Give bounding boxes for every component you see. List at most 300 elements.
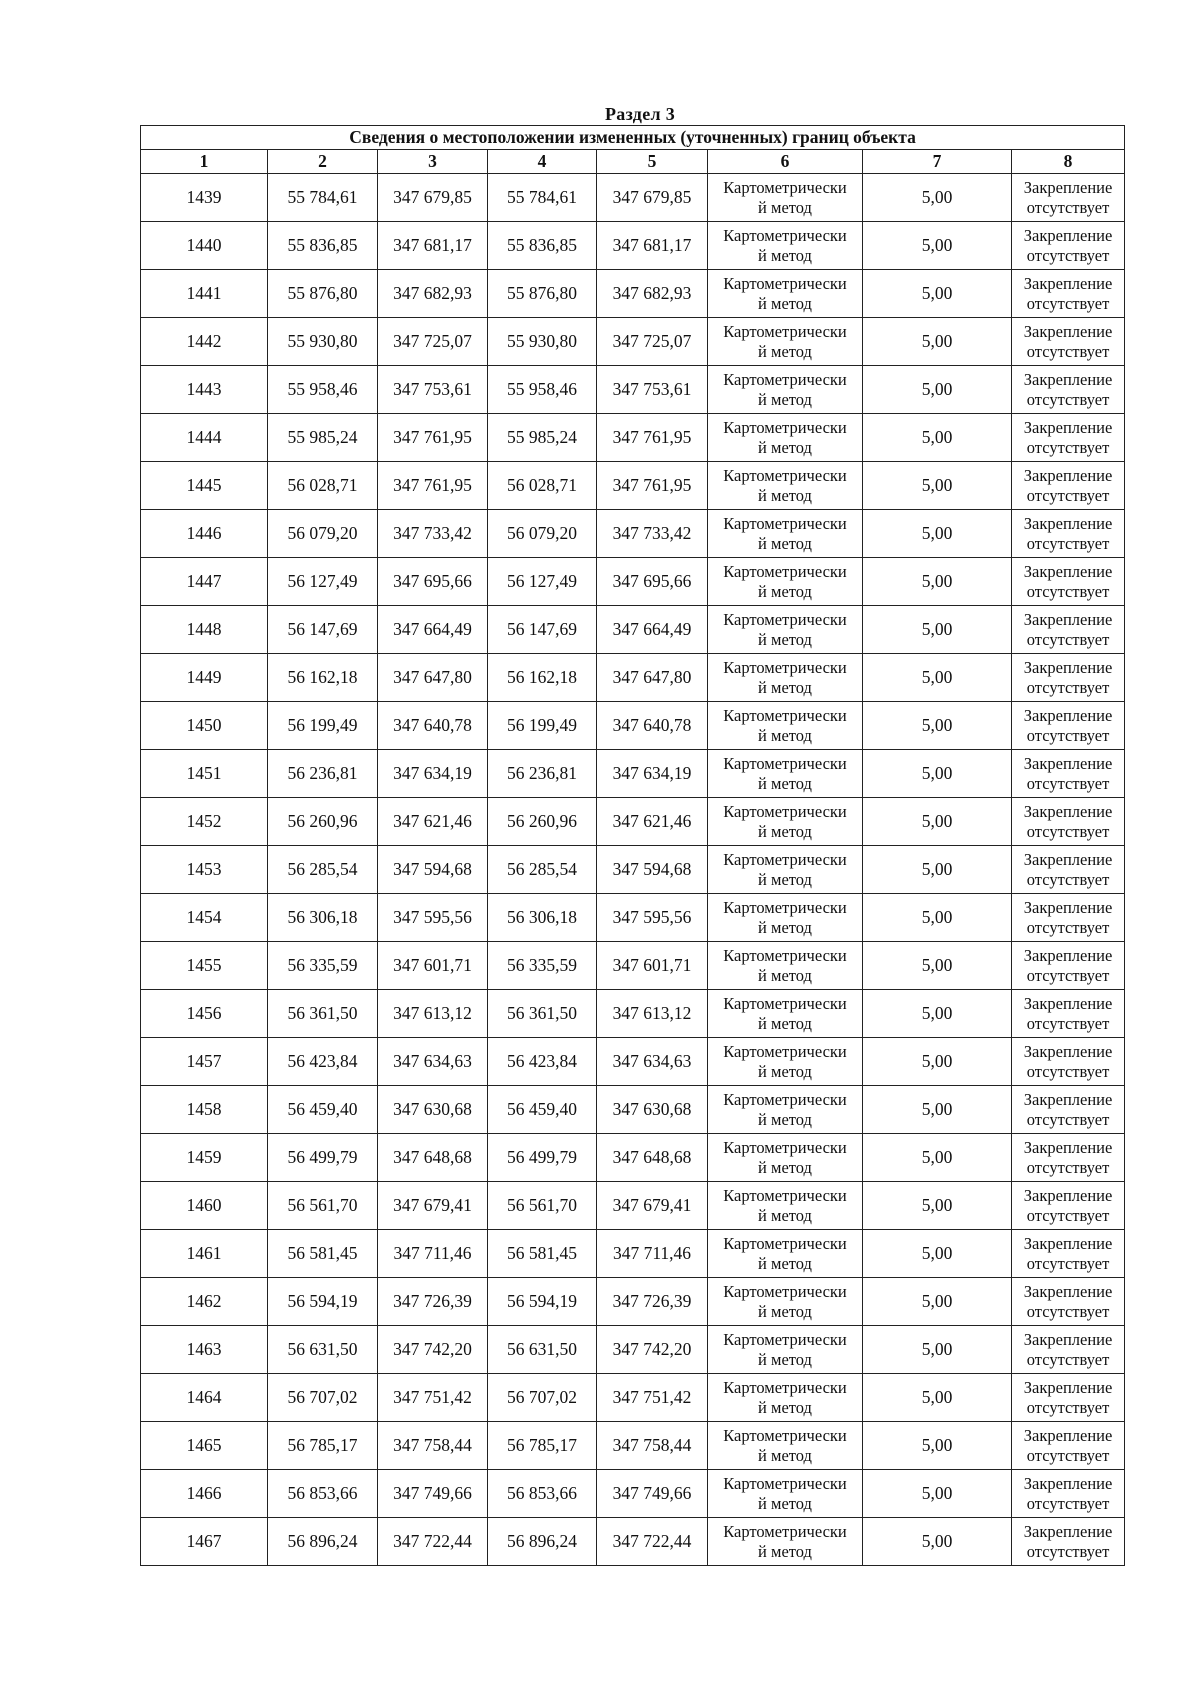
fixation-cell [1012,1182,1125,1230]
fixation-cell [1012,558,1125,606]
x-refined-cell: 56 147,69 [488,606,597,654]
fixation-cell [1012,702,1125,750]
x-existing-cell: 56 361,50 [268,990,378,1038]
point-number-cell: 1467 [141,1518,268,1566]
fixation-text-line: отсутствует [1026,293,1110,313]
y-existing-cell: 347 621,46 [378,798,488,846]
method-text-line: Картометрически [723,417,847,437]
x-refined-cell: 56 785,17 [488,1422,597,1470]
fixation-text-line: Закрепление [1023,753,1113,773]
method-text-line: й метод [758,1109,812,1129]
x-refined-cell: 55 930,80 [488,318,597,366]
method-cell [708,1374,863,1422]
x-refined-cell: 55 836,85 [488,222,597,270]
method-text-line: Картометрически [723,369,847,389]
table-row [141,174,1125,222]
x-existing-cell: 56 147,69 [268,606,378,654]
x-refined-cell: 56 306,18 [488,894,597,942]
method-text-line: Картометрически [723,705,847,725]
method-cell [708,750,863,798]
fixation-cell [1012,366,1125,414]
fixation-text-line: Закрепление [1023,369,1113,389]
y-existing-cell: 347 742,20 [378,1326,488,1374]
method-text-line: й метод [758,965,812,985]
point-number-cell: 1448 [141,606,268,654]
y-existing-cell: 347 682,93 [378,270,488,318]
point-number-cell: 1461 [141,1230,268,1278]
point-number-cell: 1460 [141,1182,268,1230]
fixation-text-line: отсутствует [1026,1445,1110,1465]
fixation-text-line: Закрепление [1023,897,1113,917]
accuracy-cell: 5,00 [863,606,1012,654]
accuracy-cell: 5,00 [863,1038,1012,1086]
fixation-cell [1012,606,1125,654]
method-text-line: й метод [758,1301,812,1321]
table-row [141,1326,1125,1374]
method-cell [708,654,863,702]
fixation-text-line: отсутствует [1026,869,1110,889]
column-number: 3 [378,150,488,174]
method-cell [708,510,863,558]
method-text-line: й метод [758,1205,812,1225]
x-existing-cell: 56 581,45 [268,1230,378,1278]
fixation-text-line: отсутствует [1026,725,1110,745]
fixation-text-line: Закрепление [1023,1473,1113,1493]
table-row [141,222,1125,270]
method-text-line: й метод [758,821,812,841]
fixation-text-line: Закрепление [1023,1521,1113,1541]
fixation-text-line: отсутствует [1026,533,1110,553]
accuracy-cell: 5,00 [863,1086,1012,1134]
fixation-text-line: Закрепление [1023,1425,1113,1445]
y-existing-cell: 347 695,66 [378,558,488,606]
accuracy-cell: 5,00 [863,990,1012,1038]
x-existing-cell: 56 199,49 [268,702,378,750]
y-existing-cell: 347 711,46 [378,1230,488,1278]
point-number-cell: 1440 [141,222,268,270]
fixation-cell [1012,174,1125,222]
fixation-cell [1012,654,1125,702]
method-text-line: й метод [758,677,812,697]
accuracy-cell: 5,00 [863,894,1012,942]
point-number-cell: 1459 [141,1134,268,1182]
x-existing-cell: 56 423,84 [268,1038,378,1086]
fixation-cell [1012,942,1125,990]
x-refined-cell: 56 707,02 [488,1374,597,1422]
x-refined-cell: 56 162,18 [488,654,597,702]
y-refined-cell: 347 601,71 [597,942,708,990]
x-refined-cell: 56 896,24 [488,1518,597,1566]
x-refined-cell: 55 985,24 [488,414,597,462]
point-number-cell: 1442 [141,318,268,366]
method-text-line: й метод [758,293,812,313]
fixation-text-line: отсутствует [1026,1349,1110,1369]
method-cell [708,1422,863,1470]
x-refined-cell: 55 958,46 [488,366,597,414]
column-number: 4 [488,150,597,174]
y-existing-cell: 347 679,85 [378,174,488,222]
method-text-line: Картометрически [723,657,847,677]
y-refined-cell: 347 742,20 [597,1326,708,1374]
y-refined-cell: 347 640,78 [597,702,708,750]
table-row [141,942,1125,990]
fixation-text-line: Закрепление [1023,801,1113,821]
fixation-text-line: отсутствует [1026,1301,1110,1321]
method-text-line: Картометрически [723,1137,847,1157]
fixation-text-line: Закрепление [1023,993,1113,1013]
fixation-text-line: отсутствует [1026,389,1110,409]
y-existing-cell: 347 648,68 [378,1134,488,1182]
x-refined-cell: 56 127,49 [488,558,597,606]
fixation-cell [1012,462,1125,510]
fixation-cell [1012,1518,1125,1566]
method-cell [708,1182,863,1230]
y-refined-cell: 347 711,46 [597,1230,708,1278]
point-number-cell: 1446 [141,510,268,558]
point-number-cell: 1464 [141,1374,268,1422]
method-text-line: Картометрически [723,177,847,197]
x-refined-cell: 56 260,96 [488,798,597,846]
method-text-line: Картометрически [723,609,847,629]
accuracy-cell: 5,00 [863,1230,1012,1278]
table-body [141,174,1125,1566]
method-text-line: Картометрически [723,561,847,581]
fixation-cell [1012,222,1125,270]
method-cell [708,846,863,894]
method-text-line: й метод [758,1253,812,1273]
method-text-line: й метод [758,1157,812,1177]
fixation-text-line: Закрепление [1023,945,1113,965]
table-row [141,702,1125,750]
fixation-cell [1012,1134,1125,1182]
method-cell [708,1134,863,1182]
x-refined-cell: 56 631,50 [488,1326,597,1374]
x-refined-cell: 56 561,70 [488,1182,597,1230]
fixation-text-line: отсутствует [1026,629,1110,649]
y-existing-cell: 347 681,17 [378,222,488,270]
table-row [141,606,1125,654]
y-refined-cell: 347 749,66 [597,1470,708,1518]
y-existing-cell: 347 595,56 [378,894,488,942]
x-refined-cell: 56 028,71 [488,462,597,510]
y-existing-cell: 347 726,39 [378,1278,488,1326]
method-text-line: й метод [758,389,812,409]
point-number-cell: 1462 [141,1278,268,1326]
accuracy-cell: 5,00 [863,270,1012,318]
fixation-text-line: Закрепление [1023,513,1113,533]
accuracy-cell: 5,00 [863,942,1012,990]
accuracy-cell: 5,00 [863,798,1012,846]
method-text-line: й метод [758,629,812,649]
point-number-cell: 1449 [141,654,268,702]
x-existing-cell: 56 594,19 [268,1278,378,1326]
method-text-line: й метод [758,341,812,361]
y-refined-cell: 347 722,44 [597,1518,708,1566]
method-cell [708,318,863,366]
fixation-text-line: отсутствует [1026,1541,1110,1561]
y-refined-cell: 347 664,49 [597,606,708,654]
table-row [141,270,1125,318]
accuracy-cell: 5,00 [863,1278,1012,1326]
table-row [141,1518,1125,1566]
method-text-line: Картометрически [723,1041,847,1061]
fixation-cell [1012,1422,1125,1470]
accuracy-cell: 5,00 [863,1518,1012,1566]
y-refined-cell: 347 634,63 [597,1038,708,1086]
fixation-text-line: отсутствует [1026,1061,1110,1081]
method-text-line: й метод [758,437,812,457]
fixation-cell [1012,990,1125,1038]
fixation-text-line: Закрепление [1023,849,1113,869]
x-existing-cell: 56 260,96 [268,798,378,846]
y-existing-cell: 347 753,61 [378,366,488,414]
y-existing-cell: 347 761,95 [378,462,488,510]
x-refined-cell: 56 499,79 [488,1134,597,1182]
accuracy-cell: 5,00 [863,1422,1012,1470]
point-number-cell: 1457 [141,1038,268,1086]
method-text-line: й метод [758,1397,812,1417]
x-existing-cell: 55 876,80 [268,270,378,318]
fixation-text-line: отсутствует [1026,1013,1110,1033]
method-text-line: й метод [758,1061,812,1081]
y-existing-cell: 347 634,19 [378,750,488,798]
method-text-line: Картометрически [723,321,847,341]
fixation-text-line: Закрепление [1023,1377,1113,1397]
y-existing-cell: 347 640,78 [378,702,488,750]
method-text-line: й метод [758,197,812,217]
section-title: Раздел 3 [605,104,675,124]
fixation-text-line: отсутствует [1026,245,1110,265]
fixation-text-line: отсутствует [1026,917,1110,937]
fixation-text-line: отсутствует [1026,1205,1110,1225]
point-number-cell: 1439 [141,174,268,222]
y-existing-cell: 347 594,68 [378,846,488,894]
y-refined-cell: 347 621,46 [597,798,708,846]
y-existing-cell: 347 761,95 [378,414,488,462]
method-cell [708,462,863,510]
x-refined-cell: 55 784,61 [488,174,597,222]
method-text-line: Картометрически [723,225,847,245]
fixation-text-line: Закрепление [1023,321,1113,341]
method-text-line: Картометрически [723,1473,847,1493]
y-refined-cell: 347 682,93 [597,270,708,318]
fixation-text-line: отсутствует [1026,581,1110,601]
method-cell [708,894,863,942]
point-number-cell: 1453 [141,846,268,894]
fixation-cell [1012,1230,1125,1278]
fixation-text-line: отсутствует [1026,485,1110,505]
column-number-row [141,150,1125,174]
y-refined-cell: 347 751,42 [597,1374,708,1422]
method-cell [708,702,863,750]
fixation-text-line: отсутствует [1026,341,1110,361]
table-row [141,654,1125,702]
method-cell [708,1086,863,1134]
fixation-cell [1012,750,1125,798]
x-existing-cell: 55 930,80 [268,318,378,366]
accuracy-cell: 5,00 [863,750,1012,798]
method-cell [708,942,863,990]
table-row [141,1134,1125,1182]
method-text-line: Картометрически [723,1185,847,1205]
accuracy-cell: 5,00 [863,414,1012,462]
point-number-cell: 1441 [141,270,268,318]
fixation-text-line: Закрепление [1023,273,1113,293]
x-existing-cell: 56 499,79 [268,1134,378,1182]
y-existing-cell: 347 733,42 [378,510,488,558]
method-cell [708,990,863,1038]
x-existing-cell: 56 707,02 [268,1374,378,1422]
method-text-line: й метод [758,917,812,937]
method-cell [708,1038,863,1086]
fixation-text-line: отсутствует [1026,1253,1110,1273]
method-text-line: Картометрически [723,1425,847,1445]
x-refined-cell: 56 335,59 [488,942,597,990]
x-refined-cell: 56 285,54 [488,846,597,894]
table-row [141,846,1125,894]
table-row [141,1470,1125,1518]
method-cell [708,222,863,270]
method-text-line: Картометрически [723,1329,847,1349]
accuracy-cell: 5,00 [863,174,1012,222]
table-row [141,1374,1125,1422]
method-cell [708,798,863,846]
accuracy-cell: 5,00 [863,222,1012,270]
fixation-cell [1012,1278,1125,1326]
x-existing-cell: 56 853,66 [268,1470,378,1518]
method-text-line: Картометрически [723,1233,847,1253]
column-number: 6 [708,150,863,174]
table-row [141,558,1125,606]
y-existing-cell: 347 679,41 [378,1182,488,1230]
y-existing-cell: 347 630,68 [378,1086,488,1134]
y-refined-cell: 347 679,85 [597,174,708,222]
accuracy-cell: 5,00 [863,366,1012,414]
point-number-cell: 1465 [141,1422,268,1470]
point-number-cell: 1452 [141,798,268,846]
y-existing-cell: 347 749,66 [378,1470,488,1518]
y-refined-cell: 347 725,07 [597,318,708,366]
method-text-line: й метод [758,773,812,793]
x-existing-cell: 56 561,70 [268,1182,378,1230]
fixation-text-line: отсутствует [1026,965,1110,985]
fixation-text-line: Закрепление [1023,1329,1113,1349]
x-refined-cell: 56 361,50 [488,990,597,1038]
x-refined-cell: 56 199,49 [488,702,597,750]
y-existing-cell: 347 725,07 [378,318,488,366]
accuracy-cell: 5,00 [863,1182,1012,1230]
point-number-cell: 1445 [141,462,268,510]
y-existing-cell: 347 647,80 [378,654,488,702]
x-existing-cell: 56 335,59 [268,942,378,990]
y-existing-cell: 347 601,71 [378,942,488,990]
table-row [141,366,1125,414]
table-row [141,1038,1125,1086]
table-row [141,894,1125,942]
table-caption: Сведения о местоположении измененных (уточненных) границ объекта [141,126,1125,150]
column-number: 2 [268,150,378,174]
x-existing-cell: 55 784,61 [268,174,378,222]
y-refined-cell: 347 733,42 [597,510,708,558]
fixation-cell [1012,1470,1125,1518]
method-text-line: й метод [758,1349,812,1369]
fixation-cell [1012,1374,1125,1422]
y-refined-cell: 347 681,17 [597,222,708,270]
table-row [141,414,1125,462]
method-cell [708,1230,863,1278]
fixation-cell [1012,1326,1125,1374]
method-text-line: Картометрически [723,1377,847,1397]
method-cell [708,1326,863,1374]
fixation-cell [1012,270,1125,318]
method-text-line: й метод [758,869,812,889]
method-text-line: Картометрически [723,801,847,821]
fixation-cell [1012,414,1125,462]
fixation-text-line: Закрепление [1023,225,1113,245]
accuracy-cell: 5,00 [863,318,1012,366]
x-existing-cell: 55 958,46 [268,366,378,414]
fixation-text-line: Закрепление [1023,1089,1113,1109]
x-existing-cell: 56 785,17 [268,1422,378,1470]
fixation-cell [1012,510,1125,558]
column-number: 7 [863,150,1012,174]
method-text-line: Картометрически [723,1089,847,1109]
y-refined-cell: 347 595,56 [597,894,708,942]
method-cell [708,558,863,606]
y-existing-cell: 347 613,12 [378,990,488,1038]
method-text-line: Картометрически [723,1521,847,1541]
fixation-cell [1012,798,1125,846]
method-text-line: й метод [758,1013,812,1033]
point-number-cell: 1463 [141,1326,268,1374]
method-cell [708,1470,863,1518]
x-existing-cell: 56 306,18 [268,894,378,942]
x-existing-cell: 56 896,24 [268,1518,378,1566]
x-refined-cell: 56 853,66 [488,1470,597,1518]
x-existing-cell: 56 459,40 [268,1086,378,1134]
x-existing-cell: 55 985,24 [268,414,378,462]
x-existing-cell: 56 162,18 [268,654,378,702]
y-refined-cell: 347 594,68 [597,846,708,894]
fixation-text-line: Закрепление [1023,705,1113,725]
y-existing-cell: 347 634,63 [378,1038,488,1086]
method-text-line: й метод [758,533,812,553]
point-number-cell: 1447 [141,558,268,606]
table-row [141,510,1125,558]
fixation-text-line: отсутствует [1026,1109,1110,1129]
fixation-cell [1012,846,1125,894]
method-cell [708,1518,863,1566]
x-existing-cell: 56 127,49 [268,558,378,606]
point-number-cell: 1443 [141,366,268,414]
table-row [141,462,1125,510]
fixation-text-line: отсутствует [1026,1493,1110,1513]
accuracy-cell: 5,00 [863,1470,1012,1518]
fixation-text-line: Закрепление [1023,1185,1113,1205]
method-text-line: й метод [758,485,812,505]
x-existing-cell: 55 836,85 [268,222,378,270]
fixation-text-line: отсутствует [1026,197,1110,217]
table-row [141,318,1125,366]
y-existing-cell: 347 722,44 [378,1518,488,1566]
fixation-text-line: Закрепление [1023,1233,1113,1253]
fixation-cell [1012,1038,1125,1086]
fixation-text-line: Закрепление [1023,561,1113,581]
fixation-text-line: отсутствует [1026,773,1110,793]
y-refined-cell: 347 758,44 [597,1422,708,1470]
fixation-cell [1012,318,1125,366]
method-text-line: й метод [758,1541,812,1561]
